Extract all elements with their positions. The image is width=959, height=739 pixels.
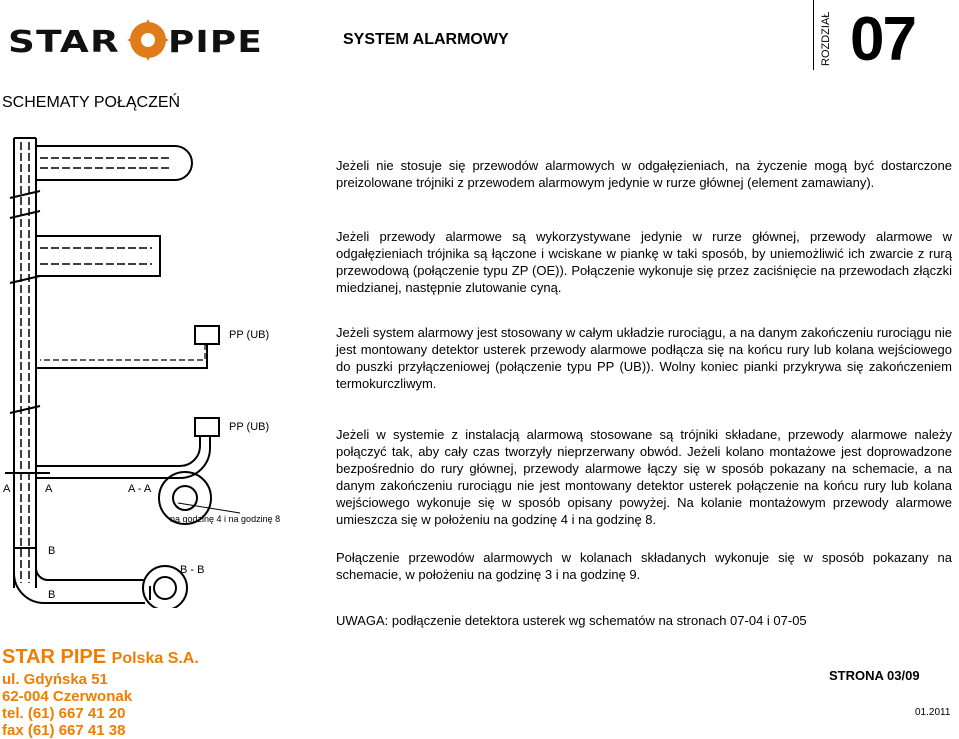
document-date: 01.2011 (915, 707, 951, 718)
connection-diagrams (0, 128, 300, 608)
header-title: SYSTEM ALARMOWY (343, 31, 509, 48)
paragraph-2: Jeżeli przewody alarmowe są wykorzystywane jedynie w rurze głównej, przewody alarmowe w odgałęzieniach trójnika są łączone i wciskane w piankę w taki sposób, by uniemożliwić ich zwarcie z rurą przewodową (połączenie typu ZP (OE)). Połączenie wykonuje się przez zaciśnięcie na przewodach złączki miedzianej, następnie zlutowanie cyną. (336, 229, 952, 295)
street: ul. Gdyńska 51 (2, 671, 108, 688)
paragraph-1: Jeżeli nie stosuje się przewodów alarmowych w odgałęzieniach, na życzenie mogą być dostarczone preizolowane trójniki z przewodem alarmowym jedynie w rurze głównej (element zamawiany). (336, 158, 952, 190)
section-b-b (14, 545, 204, 608)
clock-note: na godzinę 4 i na godzinę 8 (170, 514, 281, 524)
svg-text:A - A: A - A (128, 483, 152, 495)
section-number: 07 (850, 5, 915, 74)
paragraph-4: Jeżeli w systemie z instalacją alarmową stosowane są trójniki składane, przewody alarmowe należy połączyć tak, aby cały czas tworzyły nieprzerwany obwód. Jeżeli kolano montażowe jest doprowadzone bezpośrednio do rury głównej, przewody alarmowe łączy się w sposób pokazany na schemacie, a na danym zakończeniu rurociągu nie jest montowany detektor usterek połączenie na końcu rury lub kolana wejściowego wykonuje się w sposób opisany powyżej. Na kolanie montażowym przewody alarmowe umieszcza się w położeniu na godzinę 4 i na godzinę 8. (336, 427, 952, 527)
pp-label-1: PP (UB) (229, 329, 270, 341)
section-label: ROZDZIAŁ (820, 11, 832, 66)
fax: fax (61) 667 41 38 (2, 722, 126, 739)
junction-box-2 (36, 418, 219, 478)
pp-label-2: PP (UB) (229, 421, 270, 433)
gear-icon (127, 19, 169, 61)
company-name: STAR PIPE Polska S.A. (2, 646, 199, 668)
tee-branch-middle (36, 236, 160, 276)
svg-text:A: A (3, 483, 11, 495)
svg-text:A: A (45, 483, 53, 495)
company-address (2, 645, 199, 739)
main-pipe (10, 138, 40, 588)
warning-note: UWAGA: podłączenie detektora usterek wg schematów na stronach 07-04 i 07-05 (336, 613, 807, 628)
city: 62-004 Czerwonak (2, 688, 133, 705)
page-heading: SCHEMATY POŁĄCZEŃ (2, 94, 181, 111)
page-number: STRONA 03/09 (829, 668, 920, 683)
paragraph-3: Jeżeli system alarmowy jest stosowany w całym układzie rurociągu, a na danym zakończeniu rurociągu nie jest montowany detektor usterek przewody alarmowe podłącza się na końcu rury lub kolana wejściowego do puszki przyłączeniowej (połączenie typu PP (UB)). Wolny koniec pianki przykrywa się zakończeniem termokurczliwym. (336, 325, 952, 391)
star-pipe-logo (8, 18, 263, 62)
section-a-a (3, 472, 280, 524)
junction-box-1 (36, 326, 219, 368)
svg-text:STAR: STAR (8, 25, 120, 60)
phone: tel. (61) 667 41 20 (2, 705, 126, 722)
svg-text:B: B (48, 545, 56, 557)
paragraph-5: Połączenie przewodów alarmowych w kolanach składanych wykonuje się w sposób pokazany na schemacie, w położeniu na godzinę 3 i na godzinę 9. (336, 550, 952, 582)
tee-branch-top (36, 146, 192, 180)
svg-text:B - B: B - B (180, 564, 205, 576)
header-divider (813, 0, 814, 70)
svg-text:PIPE: PIPE (168, 25, 263, 60)
svg-text:B: B (48, 589, 56, 601)
